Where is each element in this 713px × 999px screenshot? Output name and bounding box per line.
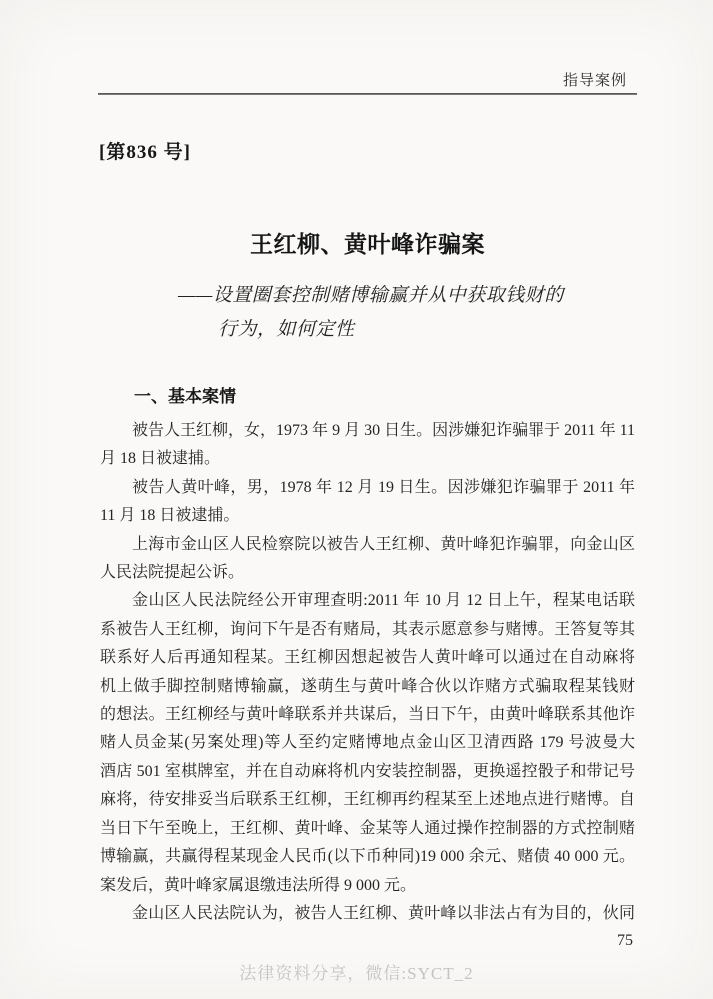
subtitle-line-2: 行为，如何定性 <box>218 319 355 340</box>
text-line: 机上做手脚控制赌博输赢，遂萌生与黄叶峰合伙以诈赌方式骗取程某钱财 <box>100 677 635 695</box>
text-line: 赌人员金某(另案处理)等人至约定赌博地点金山区卫清西路 179 号波曼大 <box>100 734 635 752</box>
text-line: 11 月 18 日被逮捕。 <box>100 507 240 525</box>
watermark: 法律资料分享，微信:SYCT_2 <box>239 964 474 983</box>
text-line: 被告人王红柳，女，1973 年 9 月 30 日生。因涉嫌犯诈骗罪于 2011 年 11 <box>132 422 635 439</box>
text-line: 联系好人后再通知程某。王红柳因想起被告人黄叶峰可以通过在自动麻将 <box>100 649 635 667</box>
header-rule <box>98 93 637 95</box>
case-title: 王红柳、黄叶峰诈骗案 <box>250 232 485 257</box>
subtitle-line-1: ——设置圈套控制赌博输赢并从中获取钱财的 <box>178 285 564 306</box>
paragraph <box>100 531 635 588</box>
page-number: 75 <box>617 932 633 949</box>
section-heading: 一、基本案情 <box>134 387 236 406</box>
text-line: 博输赢，共赢得程某现金人民币(以下币种同)19 000 余元、赌债 40 000 元。 <box>100 848 635 866</box>
body-text <box>100 417 635 928</box>
text-line: 麻将，待安排妥当后联系王红柳，王红柳再约程某至上述地点进行赌博。自 <box>100 791 635 809</box>
paragraph <box>100 417 635 474</box>
text-line: 金山区人民法院经公开审理查明:2011 年 10 月 12 日上午，程某电话联 <box>132 592 635 610</box>
text-line: 的想法。王红柳经与黄叶峰联系并共谋后，当日下午，由黄叶峰联系其他诈 <box>100 706 635 724</box>
text-line: 酒店 501 室棋牌室，并在自动麻将机内安装控制器，更换遥控骰子和带记号 <box>100 762 635 780</box>
text-line: 金山区人民法院认为，被告人王红柳、黄叶峰以非法占有为目的，伙同 <box>132 904 635 922</box>
text-line: 人民法院提起公诉。 <box>100 564 245 582</box>
text-line: 被告人黄叶峰，男，1978 年 12 月 19 日生。因涉嫌犯诈骗罪于 2011 年 <box>132 478 635 496</box>
text-line: 当日下午至晚上，王红柳、黄叶峰、金某等人通过操作控制器的方式控制赌 <box>100 819 635 837</box>
paragraph <box>100 900 635 928</box>
text-line: 月 18 日被逮捕。 <box>100 450 221 468</box>
paragraph <box>100 587 635 899</box>
paragraph <box>100 474 635 531</box>
case-number: [第836 号] <box>99 142 191 163</box>
text-line: 上海市金山区人民检察院以被告人王红柳、黄叶峰犯诈骗罪，向金山区 <box>132 535 635 553</box>
running-header-label: 指导案例 <box>562 73 627 89</box>
case-subtitle <box>178 279 564 347</box>
text-line: 系被告人王红柳，询问下午是否有赌局，其表示愿意参与赌博。王答复等其 <box>100 620 635 638</box>
text-line: 案发后，黄叶峰家属退缴违法所得 9 000 元。 <box>100 876 417 894</box>
